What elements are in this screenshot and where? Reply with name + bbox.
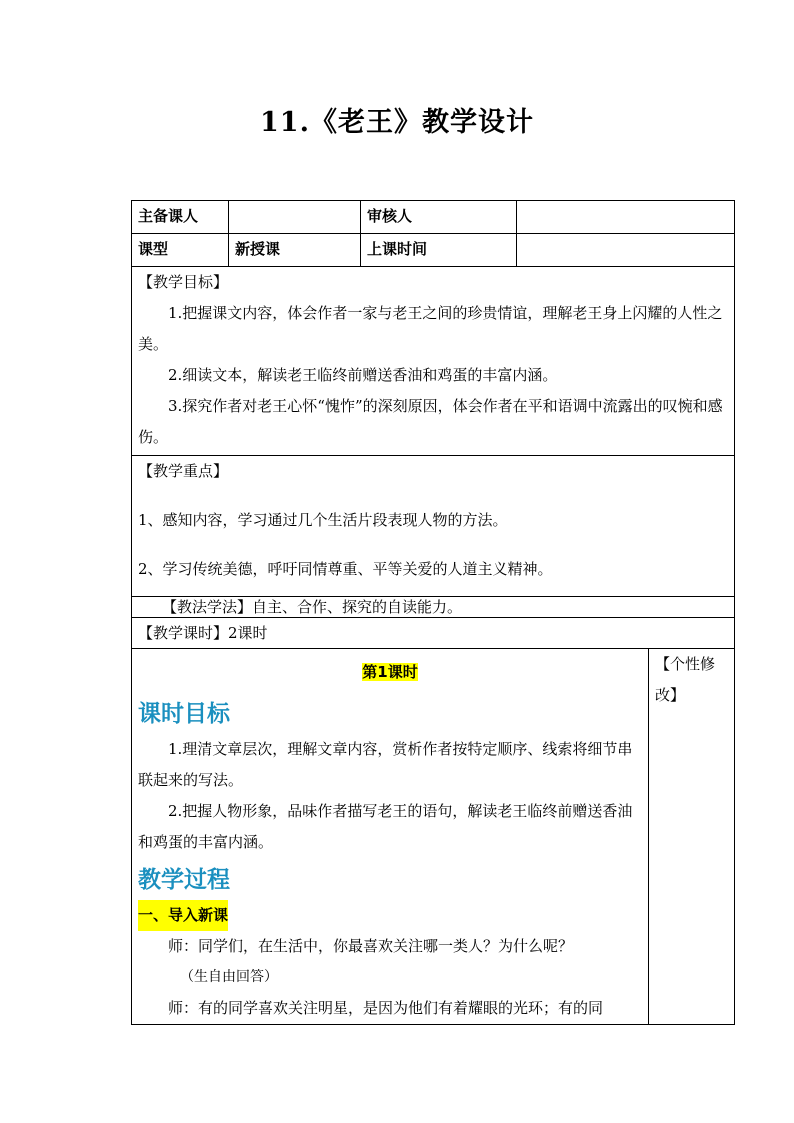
focus-row [132, 456, 735, 597]
time-value [517, 234, 735, 267]
process-title: 教学过程 [138, 867, 230, 893]
dialogue-line-3: 师：有的同学喜欢关注明星，是因为他们有着耀眼的光环；有的同 [168, 999, 604, 1017]
header-row-1 [132, 201, 735, 234]
time-label: 上课时间 [361, 234, 517, 267]
hours-row [132, 618, 735, 649]
method-row [132, 597, 735, 618]
lesson-goals-title: 课时目标 [138, 701, 230, 727]
goals-cell [132, 267, 735, 456]
focus-item-1: 1、感知内容，学习通过几个生活片段表现人物的方法。 [138, 511, 508, 529]
focus-heading: 【教学重点】 [138, 462, 229, 480]
reviewer-label: 审核人 [361, 201, 517, 234]
dialogue-line-1: 师：同学们，在生活中，你最喜欢关注哪一类人？为什么呢？ [168, 937, 574, 955]
method-cell: 【教法学法】自主、合作、探究的自读能力。 [132, 597, 735, 618]
lesson-row [132, 649, 735, 1025]
lesson-cell [132, 649, 649, 1025]
lesson-goal-1: 1.理清文章层次，理解文章内容，赏析作者按特定顺序、线索将细节串联起来的写法。 [138, 740, 633, 789]
dialogue-line-2: （生自由回答） [180, 969, 278, 985]
goal-item-3: 3.探究作者对老王心怀“愧怍”的深刻原因，体会作者在平和语调中流露出的叹惋和感伤。 [138, 397, 723, 446]
type-label: 课型 [132, 234, 229, 267]
type-value: 新授课 [229, 234, 361, 267]
lead-label: 主备课人 [132, 201, 229, 234]
lesson-plan-table [131, 200, 735, 1025]
goal-item-2: 2.细读文本，解读老王临终前赠送香油和鸡蛋的丰富内涵。 [168, 366, 558, 384]
lesson-goal-2: 2.把握人物形象，品味作者描写老王的语句，解读老王临终前赠送香油和鸡蛋的丰富内涵。 [138, 802, 633, 851]
goals-heading: 【教学目标】 [138, 273, 229, 291]
reviewer-value [517, 201, 735, 234]
focus-item-2: 2、学习传统美德，呼吁同情尊重、平等关爱的人道主义精神。 [138, 560, 553, 578]
goals-row [132, 267, 735, 456]
lead-value [229, 201, 361, 234]
hours-cell: 【教学课时】2课时 [132, 618, 735, 649]
document-title: 11.《老王》教学设计 [260, 107, 534, 138]
step1-title: 一、导入新课 [138, 900, 228, 931]
side-note-cell: 【个性修改】 [649, 649, 735, 1025]
step1-title-wrap [138, 900, 642, 931]
focus-cell [132, 456, 735, 597]
goal-item-1: 1.把握课文内容，体会作者一家与老王之间的珍贵情谊，理解老王身上闪耀的人性之美。 [138, 304, 723, 353]
header-row-2 [132, 234, 735, 267]
lesson-heading: 第1课时 [362, 663, 418, 681]
